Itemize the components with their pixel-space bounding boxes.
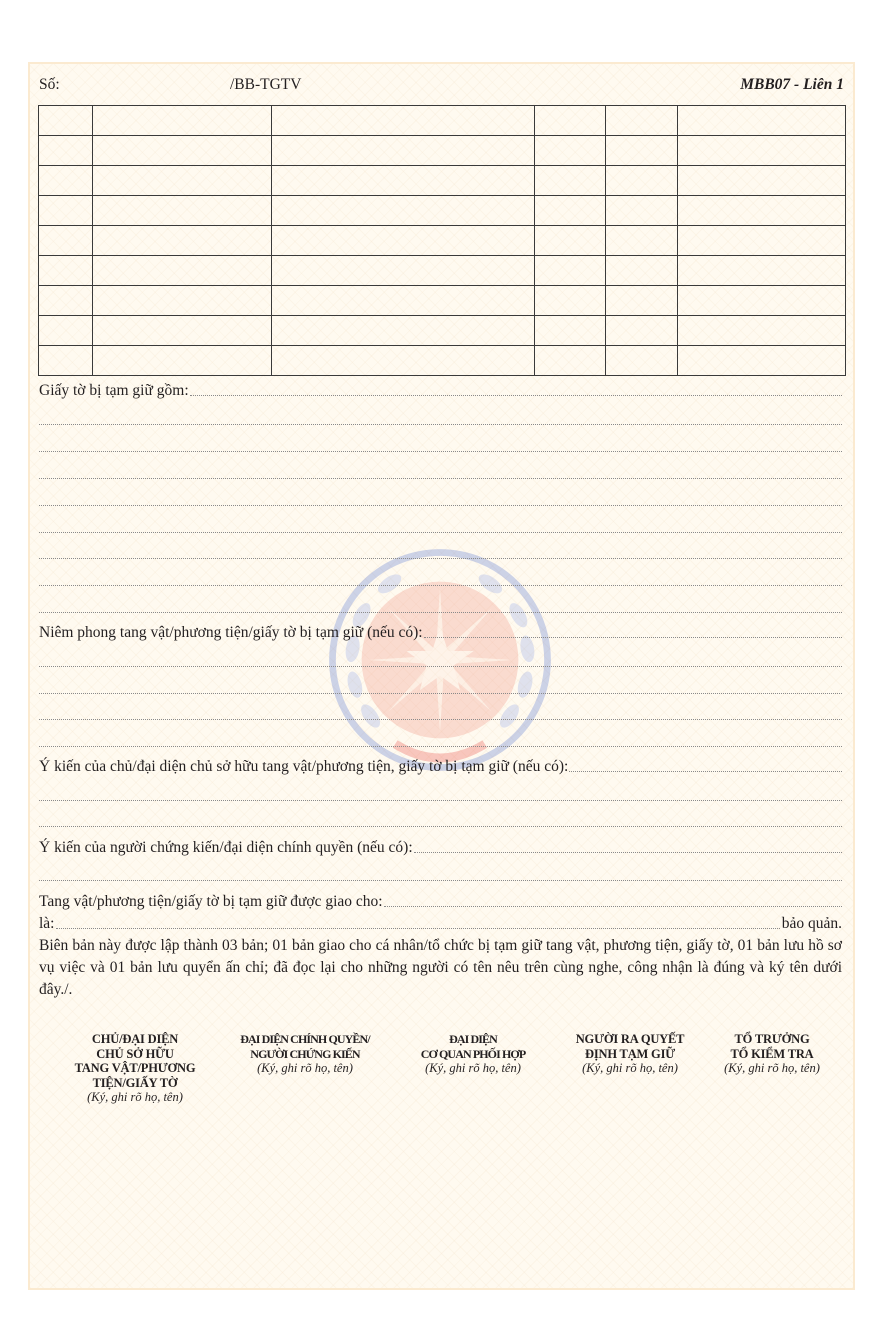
table-cell[interactable]: [272, 286, 535, 316]
table-row: [39, 196, 846, 226]
table-cell[interactable]: [606, 316, 678, 346]
documents-held-line[interactable]: [39, 451, 842, 452]
seal-field[interactable]: [39, 624, 842, 642]
table-cell[interactable]: [678, 226, 846, 256]
items-table: [38, 105, 845, 368]
table-cell[interactable]: [93, 196, 272, 226]
signature-owner-title-1: CHỦ/ĐẠI DIỆN: [91, 1032, 179, 1046]
signature-decision-title-2: ĐỊNH TẠM GIỮ: [585, 1046, 675, 1061]
seal-label: Niêm phong tang vật/phương tiện/giấy tờ bị tạm giữ (nếu có):: [39, 624, 423, 641]
table-cell[interactable]: [93, 226, 272, 256]
signature-team-leader: [702, 1032, 842, 1076]
table-row: [39, 286, 846, 316]
table-cell[interactable]: [678, 256, 846, 286]
signature-authority-note: (Ký, ghi rõ họ, tên): [257, 1061, 353, 1075]
owner-opinion-label: Ý kiến của chủ/đại diện chủ sở hữu tang vật/phương tiện, giấy tờ bị tạm giữ (nếu có):: [39, 758, 569, 775]
signature-owner-title-3: TANG VẬT/PHƯƠNG: [74, 1061, 196, 1075]
table-cell[interactable]: [93, 316, 272, 346]
signature-owner-title-2: CHỦ SỞ HỮU: [96, 1046, 174, 1061]
owner-opinion-input[interactable]: [569, 771, 842, 772]
table-cell[interactable]: [39, 346, 93, 376]
signature-leader-note: (Ký, ghi rõ họ, tên): [724, 1061, 820, 1075]
documents-held-line[interactable]: [39, 585, 842, 586]
table-cell[interactable]: [39, 136, 93, 166]
record-number-suffix: /BB-TGTV: [230, 76, 302, 93]
table-cell[interactable]: [39, 256, 93, 286]
seal-input[interactable]: [424, 637, 842, 638]
signature-decision-title-1: NGƯỜI RA QUYẾT: [575, 1032, 685, 1046]
table-cell[interactable]: [535, 316, 606, 346]
table-cell[interactable]: [272, 136, 535, 166]
table-cell[interactable]: [535, 166, 606, 196]
table-cell[interactable]: [606, 136, 678, 166]
signature-owner: [50, 1032, 220, 1105]
table-cell[interactable]: [678, 106, 846, 136]
signature-leader-title-2: TỔ KIỂM TRA: [730, 1046, 814, 1061]
handover-is-field[interactable]: [39, 915, 842, 933]
table-cell[interactable]: [39, 226, 93, 256]
table-cell[interactable]: [93, 286, 272, 316]
handover-is-suffix: bảo quản.: [781, 915, 842, 932]
signature-authority-title-2: NGƯỜI CHỨNG KIẾN: [250, 1046, 360, 1061]
table-cell[interactable]: [606, 256, 678, 286]
handover-label: Tang vật/phương tiện/giấy tờ bị tạm giữ được giao cho:: [39, 893, 383, 910]
seal-line[interactable]: [39, 666, 842, 667]
seal-line[interactable]: [39, 746, 842, 747]
handover-input[interactable]: [384, 906, 842, 907]
signature-decision-note: (Ký, ghi rõ họ, tên): [582, 1061, 678, 1075]
table-cell[interactable]: [272, 106, 535, 136]
witness-opinion-field[interactable]: [39, 839, 842, 857]
table-cell[interactable]: [272, 196, 535, 226]
table-cell[interactable]: [606, 196, 678, 226]
table-row: [39, 166, 846, 196]
table-cell[interactable]: [606, 286, 678, 316]
witness-opinion-input[interactable]: [414, 852, 842, 853]
table-cell[interactable]: [606, 166, 678, 196]
documents-held-input[interactable]: [190, 395, 842, 396]
table-cell[interactable]: [678, 196, 846, 226]
seal-line[interactable]: [39, 719, 842, 720]
table-cell[interactable]: [93, 136, 272, 166]
table-cell[interactable]: [606, 106, 678, 136]
table-row: [39, 346, 846, 376]
signature-coordinating-title-2: CƠ QUAN PHỐI HỢP: [420, 1046, 526, 1061]
table-cell[interactable]: [535, 346, 606, 376]
owner-opinion-line[interactable]: [39, 826, 842, 827]
table-cell[interactable]: [678, 166, 846, 196]
table-cell[interactable]: [272, 346, 535, 376]
signature-coordinating-title-1: ĐẠI DIỆN: [449, 1032, 497, 1046]
table-cell[interactable]: [678, 136, 846, 166]
table-row: [39, 106, 846, 136]
table-cell[interactable]: [678, 316, 846, 346]
signature-coordinating-agency: [393, 1032, 553, 1076]
table-row: [39, 226, 846, 256]
table-cell[interactable]: [272, 166, 535, 196]
table-row: [39, 256, 846, 286]
table-cell[interactable]: [535, 226, 606, 256]
record-number-label: Số:: [39, 76, 60, 93]
table-cell[interactable]: [39, 196, 93, 226]
owner-opinion-field[interactable]: [39, 758, 842, 776]
table-cell[interactable]: [39, 106, 93, 136]
documents-held-line[interactable]: [39, 424, 842, 425]
form-code: MBB07 - Liên 1: [740, 76, 844, 93]
table-cell[interactable]: [272, 226, 535, 256]
table-cell[interactable]: [93, 346, 272, 376]
witness-opinion-label: Ý kiến của người chứng kiến/đại diện chính quyền (nếu có):: [39, 839, 413, 856]
signature-leader-title-1: TỔ TRƯỞNG: [734, 1032, 810, 1046]
table-cell[interactable]: [93, 256, 272, 286]
owner-opinion-line[interactable]: [39, 800, 842, 801]
table-row: [39, 316, 846, 346]
documents-held-line[interactable]: [39, 612, 842, 613]
table-cell[interactable]: [606, 226, 678, 256]
signature-owner-note: (Ký, ghi rõ họ, tên): [87, 1090, 183, 1104]
signature-decision-maker: [550, 1032, 710, 1076]
table-cell[interactable]: [272, 316, 535, 346]
closing-paragraph: Biên bản này được lập thành 03 bản; 01 bản giao cho cá nhân/tổ chức bị tạm giữ tang vật, phương tiện, giấy tờ, 01 bản lưu hồ sơ vụ việc và 01 bản lưu quyển ấn chỉ; đã đọc lại cho những người có tên nêu trên cùng nghe, công nhận là đúng và ký tên dưới đây./.: [39, 937, 842, 998]
signature-coordinating-note: (Ký, ghi rõ họ, tên): [425, 1061, 521, 1075]
documents-held-line[interactable]: [39, 478, 842, 479]
signature-owner-title-4: TIỆN/GIẤY TỜ: [92, 1075, 178, 1090]
documents-held-line[interactable]: [39, 505, 842, 506]
table-cell[interactable]: [535, 106, 606, 136]
table-cell[interactable]: [535, 196, 606, 226]
documents-held-label: Giấy tờ bị tạm giữ gồm:: [39, 382, 189, 399]
table-cell[interactable]: [678, 286, 846, 316]
table-cell[interactable]: [678, 346, 846, 376]
table-cell[interactable]: [93, 166, 272, 196]
table-cell[interactable]: [39, 316, 93, 346]
documents-held-field[interactable]: [39, 382, 842, 400]
witness-opinion-line[interactable]: [39, 880, 842, 881]
seal-line[interactable]: [39, 693, 842, 694]
table-cell[interactable]: [535, 256, 606, 286]
handover-is-label: là:: [39, 915, 55, 932]
handover-is-input[interactable]: [56, 928, 780, 929]
table-cell[interactable]: [39, 286, 93, 316]
handover-field[interactable]: [39, 893, 842, 911]
table-cell[interactable]: [272, 256, 535, 286]
table-cell[interactable]: [93, 106, 272, 136]
documents-held-line[interactable]: [39, 558, 842, 559]
table-cell[interactable]: [535, 286, 606, 316]
table-cell[interactable]: [39, 166, 93, 196]
table-cell[interactable]: [606, 346, 678, 376]
signature-authority: [220, 1032, 390, 1076]
table-row: [39, 136, 846, 166]
table-cell[interactable]: [535, 136, 606, 166]
documents-held-line[interactable]: [39, 532, 842, 533]
signature-authority-title-1: ĐẠI DIỆN CHÍNH QUYỀN/: [240, 1032, 370, 1046]
